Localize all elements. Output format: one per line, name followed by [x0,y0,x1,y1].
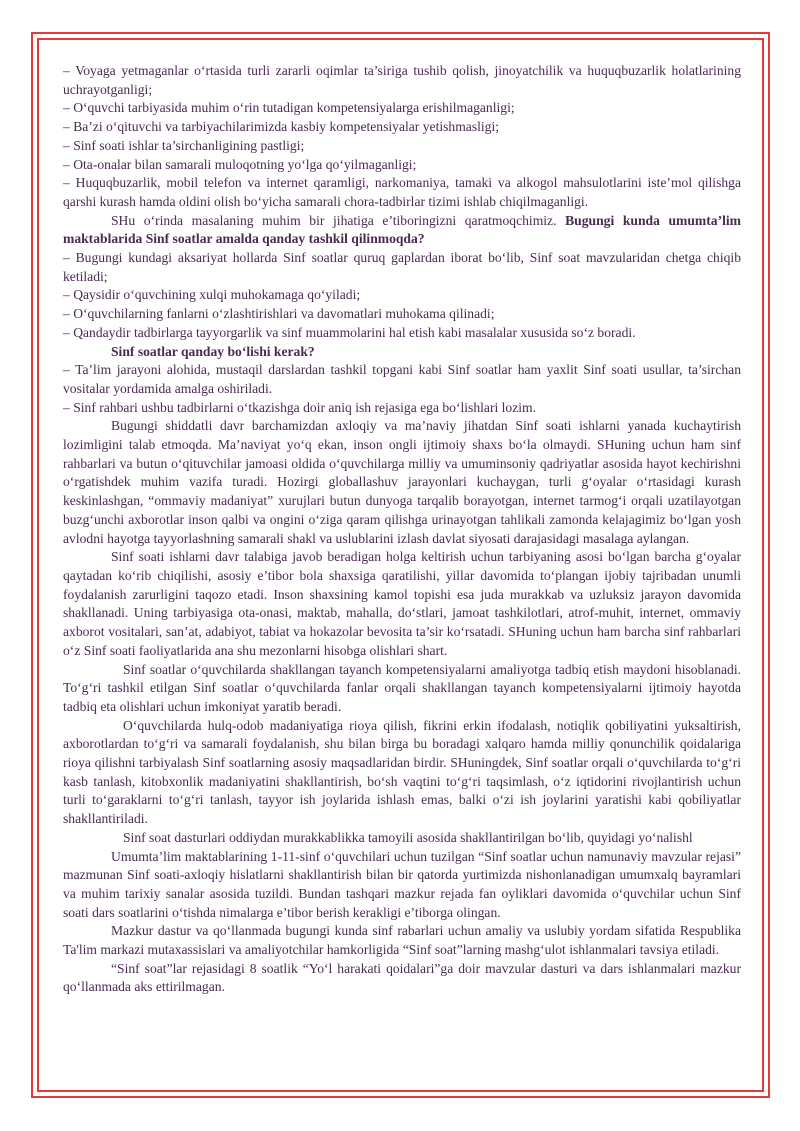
paragraph: “Sinf soat”lar rejasidagi 8 soatlik “Yo‘l harakati qoidalari”ga doir mavzular dasturi va dars ishlanmalari mazkur qo‘llanmada aks ettirilmagan. [63,960,741,995]
list-item: – O‘quvchilarning fanlarni o‘zlashtirishlari va davomatlari muhokama qilinadi; [63,306,495,322]
list-item: – Sinf rahbari ushbu tadbirlarni o‘tkazishga doir aniq ish rejasiga ega bo‘lishlari lozim. [63,399,537,415]
paragraph: Sinf soat dasturlari oddiydan murakkablikka tamoyili asosida shakllantirilgan bo‘lib, quyidagi yo‘nalishl [123,829,693,845]
list-item: – Qandaydir tadbirlarga tayyorgarlik va sinf muammolarini hal etish kabi masalalar xususida so‘z boradi. [63,324,636,340]
list-item: – O‘quvchi tarbiyasida muhim o‘rin tutadigan kompetensiyalarga erishilmaganligi; [63,100,515,116]
section-heading: Sinf soatlar qanday bo‘lishi kerak? [111,343,315,359]
paragraph: Mazkur dastur va qo‘llanmada bugungi kunda sinf rabarlari uchun amaliy va uslubiy yordam sifatida Respublika Ta'lim markazi mutaxassislari va amaliyotchilar hamkorligida “Sinf soat”larning mashg‘ulot ishlanmalari tavsiya etiladi. [63,923,741,958]
list-item: – Sinf soati ishlar ta’sirchanligining pastligi; [63,137,305,153]
paragraph-text: SHu o‘rinda masalaning muhim bir jihatiga e’tiboringizni qaratmoqchimiz. [111,212,566,228]
list-item: – Ota-onalar bilan samarali muloqotning yo‘lga qo‘yilmaganligi; [63,156,417,172]
paragraph: Bugungi shiddatli davr barchamizdan axloqiy va ma’naviy jihatdan Sinf soati ishlarni yanada kuchaytirish lozimligini talab etmoqda. Ma’naviyat yo‘q ekan, inson ongli ijtimoiy shaxs bo‘la olmaydi. SHuning uchun ham sinf rahbarlari va butun o‘qituvchilar jamoasi oldida o‘quvchilarga milliy va umuminsoniy qadriyatlar asosida hayot kechirishni o‘rgatishdek muhim vazifa turadi. Hozirgi globallashuv jarayonlari kuchaygan, turli g‘oyalar o‘rtasidagi kurash keskinlashgan, “ommaviy madaniyat” xurujlari butun dunyoga tarqalib borayotgan, internet tarmog‘i orqali uzatilayotgan buzg‘unchi axborotlar inson qalbi va ongini o‘ziga qaram qilishga urinayotgan tahlikali zamonda kelajagimiz bo‘lgan yosh avlodni hayotga tayyorlashning samarali shakl va uslublarini izlash davlat siyosati darajasidagi masalaga aylangan. [63,418,741,546]
list-item: – Huquqbuzarlik, mobil telefon va internet qaramligi, narkomaniya, tamaki va alkogol mahsulotlarini iste’mol qilishga qarshi kurash hamda oldini olish bo‘yicha samarali chora-tadbirlar tizimi ishlab chiqilmaganligi. [63,175,741,209]
list-item: – Qaysidir o‘quvchining xulqi muhokamaga qo‘yiladi; [63,287,361,303]
list-item: – Bugungi kundagi aksariyat hollarda Sinf soatlar quruq gaplardan iborat bo‘lib, Sinf soat mavzularidan chetga chiqib ketiladi; [63,250,741,284]
paragraph: Umumta’lim maktablarining 1-11-sinf o‘quvchilari uchun tuzilgan “Sinf soatlar uchun namunaviy mavzular rejasi” mazmunan Sinf soati-axloqiy hislatlarni shakllantirish bilan bir qatorda yurtimizda nishonlanadigan umumxalq bayramlari va muhim tarixiy sanalar asosida tuzildi. Bundan tashqari mazkur rejada fan oyliklari davomida o‘quvchilar uchun Sinf soati dars soatlarini o‘tishda nimalarga e’tibor berish kerakligi e’tiborga olingan. [63,848,741,920]
bold-question: Bugungi kunda umumta’lim maktablarida Sinf soatlar amalda qanday tashkil qilinmoqda? [63,212,741,247]
paragraph: Sinf soati ishlarni davr talabiga javob beradigan holga keltirish uchun tarbiyaning asosi bo‘lgan barcha g‘oyalar qaytadan ko‘rib chiqilishi, asosiy e’tibor bola shaxsiga qaratilishi, yillar davomida to‘plangan ijobiy tajribadan unumli foydalanish zarurligini taqozo etadi. Inson shaxsining kamol topishi esa juda murakkab va uzluksiz jarayon davomida shakllanadi. Uning tarbiyasiga ota-onasi, maktab, mahalla, do‘stlari, jamoat tashkilotlari, atrof-muhit, internet, ommaviy axborot vositalari, san’at, adabiyot, tabiat va hokazolar bevosita ta’sir ko‘rsatadi. SHuning uchun ham barcha sinf rahbarlari o‘z Sinf soati faoliyatlarida ana shu mezonlarni hisobga olishlari shart. [63,549,741,658]
paragraph: Sinf soatlar o‘quvchilarda shakllangan tayanch kompetensiyalarni amaliyotga tadbiq etish maydoni hisoblanadi. To‘g‘ri tashkil etilgan Sinf soatlar o‘quvchilarda fanlar orqali shakllangan tayanch kompetensiyalarni ijtimoiy hayotda tadbiq eta olishlari uchun imkoniyat yaratib beradi. [63,661,741,714]
paragraph [63,212,741,249]
document-body [63,62,741,997]
paragraph: O‘quvchilarda hulq-odob madaniyatiga rioya qilish, fikrini erkin ifodalash, notiqlik qobiliyatini yuksaltirish, axborotlardan to‘g‘ri va samarali foydalanish, shu bilan birga bu boradagi xalqaro hamda milliy qonunchilik qoidalariga rioya qilishni tarbiyalash Sinf soatlarning asosiy maqsadlaridan birdir. SHuningdek, Sinf soatlar orqali o‘quvchilarda to‘g‘ri kasb tanlash, kitobxonlik madaniyatini shakllantirish, bo‘sh vaqtini to‘g‘ri taqsimlash, o‘z iqtidorini rivojlantirish uchun turli to‘garaklarni to‘g‘ri tanlash, tayyor ish joylarida ishlash emas, balki o‘zi ish joylarini yaratishi kabi qobiliyatlar shakllantiriladi. [63,717,741,827]
list-item: – Voyaga yetmaganlar o‘rtasida turli zararli oqimlar ta’siriga tushib qolish, jinoyatchilik va huquqbuzarlik holatlarining uchrayotganligi; [63,63,741,97]
list-item: – Ba’zi o‘qituvchi va tarbiyachilarimizda kasbiy kompetensiyalar yetishmasligi; [63,119,500,135]
list-item: – Ta’lim jarayoni alohida, mustaqil darslardan tashkil topgani kabi Sinf soatlar ham yaxlit Sinf soati usullar, ta’sirchan vositalar yordamida amalga oshiriladi. [63,362,741,396]
